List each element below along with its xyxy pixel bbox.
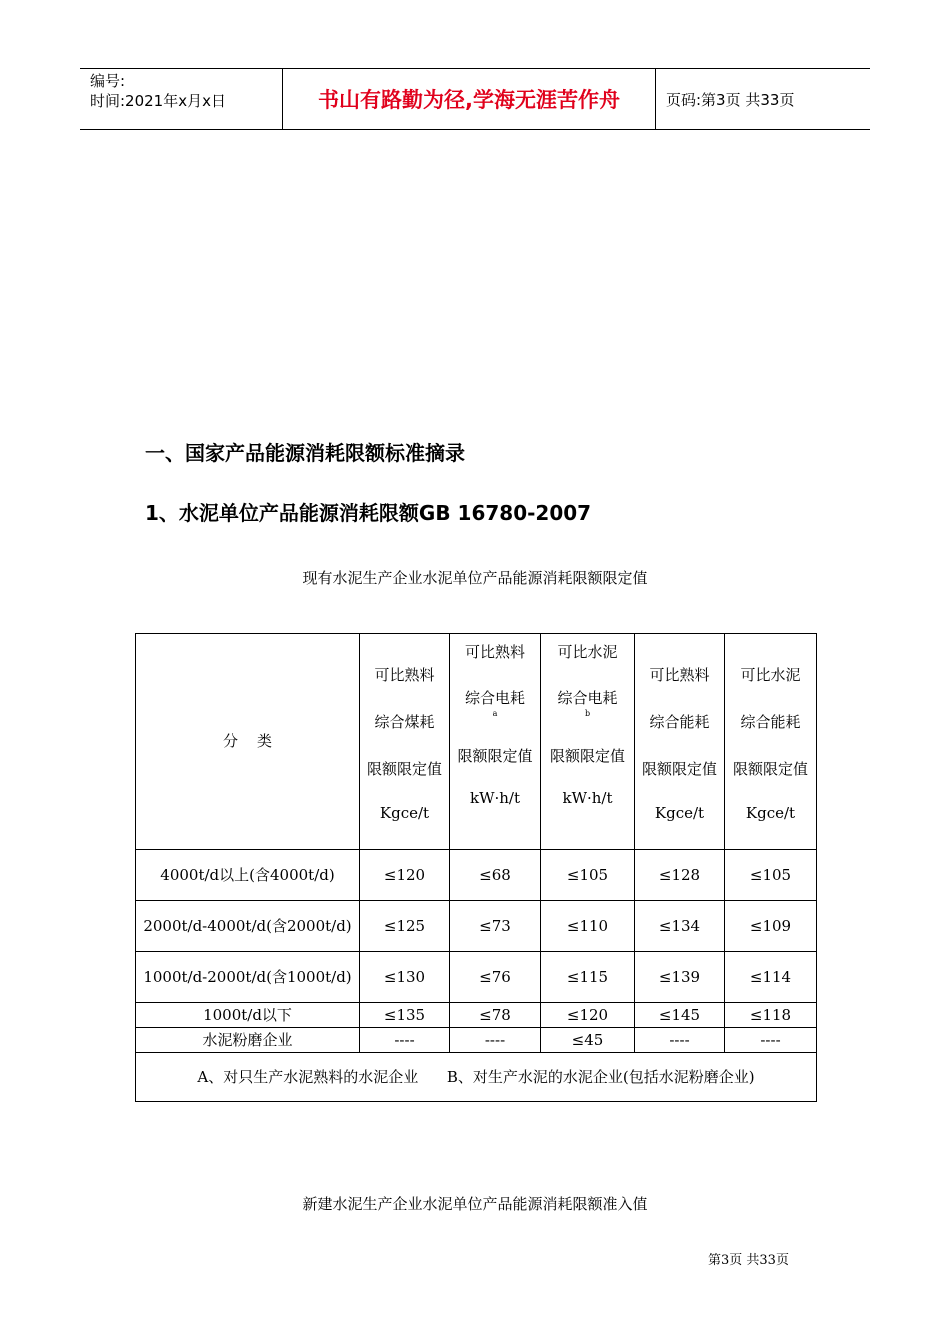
table-cell: ≤114 bbox=[725, 952, 817, 1003]
subsection-title: 1、水泥单位产品能源消耗限额GB 16780-2007 bbox=[145, 501, 592, 525]
column-header: 可比熟料 综合电耗 a 限额限定值 kW·h/t bbox=[450, 634, 541, 850]
table-row bbox=[136, 1028, 817, 1053]
row-category: 1000t/d-2000t/d(含1000t/d) bbox=[136, 952, 360, 1003]
column-header: 可比熟料 综合能耗 限额限定值 Kgce/t bbox=[635, 634, 725, 850]
row-category: 4000t/d以上(含4000t/d) bbox=[136, 850, 360, 901]
table-caption: 现有水泥生产企业水泥单位产品能源消耗限额限定值 bbox=[302, 569, 648, 587]
table-cell: ≤145 bbox=[635, 1003, 725, 1028]
table-cell: ≤73 bbox=[450, 901, 541, 952]
footnote-marker: b bbox=[584, 709, 591, 718]
table-cell: ≤118 bbox=[725, 1003, 817, 1028]
category-header: 分 类 bbox=[136, 634, 360, 850]
page-footer: 第3页 共33页 bbox=[708, 1253, 789, 1268]
table-cell: ---- bbox=[635, 1028, 725, 1053]
header-meta bbox=[80, 69, 282, 129]
energy-limit-table bbox=[135, 633, 817, 1102]
table-note: A、对只生产水泥熟料的水泥企业 B、对生产水泥的水泥企业(包括水泥粉磨企业) bbox=[136, 1053, 817, 1102]
table-cell: ≤125 bbox=[360, 901, 450, 952]
header-motto: 书山有路勤为径,学海无涯苦作舟 bbox=[282, 69, 656, 129]
table-header-row bbox=[136, 634, 817, 850]
table-cell: ≤78 bbox=[450, 1003, 541, 1028]
table-cell: ---- bbox=[360, 1028, 450, 1053]
table-cell: ≤135 bbox=[360, 1003, 450, 1028]
table-cell: ≤115 bbox=[541, 952, 635, 1003]
table-row bbox=[136, 850, 817, 901]
document-number: 编号: bbox=[90, 72, 126, 90]
table-cell: ≤130 bbox=[360, 952, 450, 1003]
table-cell: ≤68 bbox=[450, 850, 541, 901]
row-category: 2000t/d-4000t/d(含2000t/d) bbox=[136, 901, 360, 952]
table-cell: ---- bbox=[450, 1028, 541, 1053]
table-cell: ≤45 bbox=[541, 1028, 635, 1053]
table-cell: ≤105 bbox=[725, 850, 817, 901]
table-row bbox=[136, 901, 817, 952]
table-cell: ≤134 bbox=[635, 901, 725, 952]
row-category: 水泥粉磨企业 bbox=[136, 1028, 360, 1053]
table-cell: ≤120 bbox=[541, 1003, 635, 1028]
table-cell: ≤76 bbox=[450, 952, 541, 1003]
table-cell: ≤120 bbox=[360, 850, 450, 901]
table-row bbox=[136, 1003, 817, 1028]
column-header: 可比水泥 综合能耗 限额限定值 Kgce/t bbox=[725, 634, 817, 850]
table2-caption: 新建水泥生产企业水泥单位产品能源消耗限额准入值 bbox=[302, 1195, 648, 1213]
document-date: 时间:2021年x月x日 bbox=[90, 92, 226, 110]
row-category: 1000t/d以下 bbox=[136, 1003, 360, 1028]
section-title: 一、国家产品能源消耗限额标准摘录 bbox=[145, 441, 465, 465]
table-cell: ≤110 bbox=[541, 901, 635, 952]
table-cell: ---- bbox=[725, 1028, 817, 1053]
footnote-marker: a bbox=[492, 709, 498, 718]
table-cell: ≤139 bbox=[635, 952, 725, 1003]
column-header: 可比水泥 综合电耗 b 限额限定值 kW·h/t bbox=[541, 634, 635, 850]
column-header: 可比熟料 综合煤耗 限额限定值 Kgce/t bbox=[360, 634, 450, 850]
table-cell: ≤105 bbox=[541, 850, 635, 901]
table-cell: ≤109 bbox=[725, 901, 817, 952]
page-header bbox=[80, 68, 870, 130]
table-cell: ≤128 bbox=[635, 850, 725, 901]
table-row bbox=[136, 952, 817, 1003]
header-page-info: 页码:第3页 共33页 bbox=[666, 90, 795, 109]
table-note-row bbox=[136, 1053, 817, 1102]
